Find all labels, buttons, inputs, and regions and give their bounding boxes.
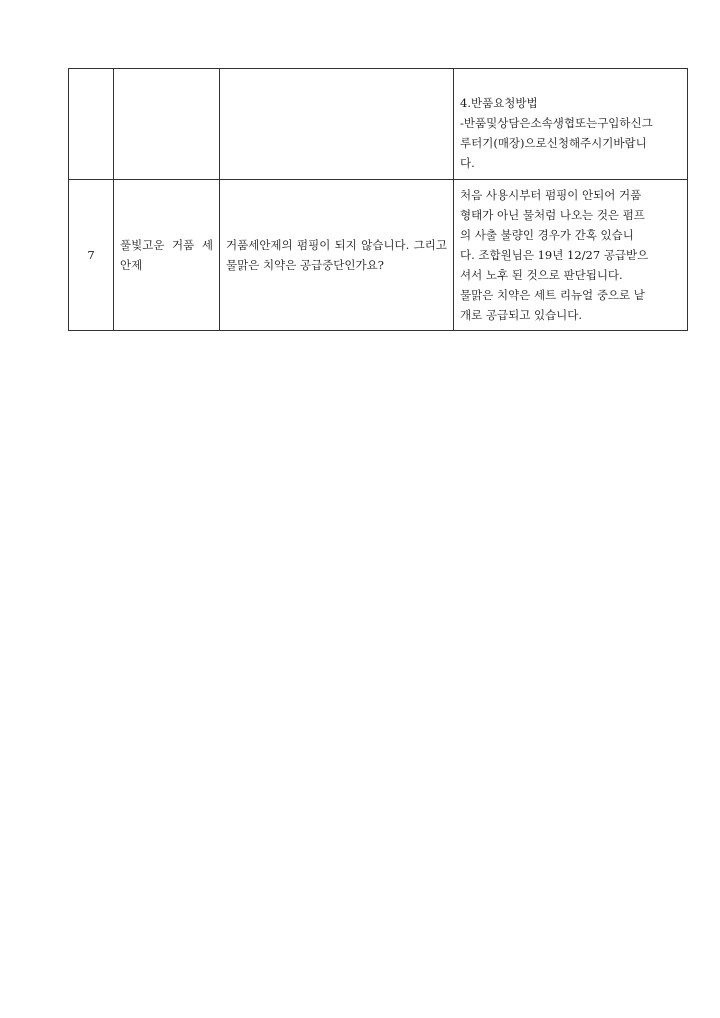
- question-cell: 거품세안제의 펌핑이 되지 않습니다. 그리고 물맑은 치약은 공급중단인가요?: [220, 180, 454, 331]
- answer-line: 루터기(매장)으로신청해주시기바랍니: [460, 136, 647, 150]
- table-row: [69, 69, 688, 180]
- answer-line: 의 사출 불량인 경우가 간혹 있습니: [460, 228, 634, 242]
- question-cell: [220, 69, 454, 180]
- answer-cell: [454, 180, 688, 331]
- answer-line: 물맑은 치약은 세트 리뉴얼 중으로 낱: [460, 288, 645, 302]
- answer-line: -반품및상담은소속생협또는구입하신그: [460, 116, 653, 130]
- row-number-cell: 7: [69, 180, 114, 331]
- answer-cell: [454, 69, 688, 180]
- qa-table: [68, 68, 688, 331]
- product-name-cell: [114, 69, 220, 180]
- answer-line: 개로 공급되고 있습니다.: [460, 308, 583, 322]
- answer-line: 다. 조합원님은 19년 12/27 공급받으: [460, 248, 649, 262]
- answer-line: 다.: [460, 156, 475, 170]
- table-row: [69, 180, 688, 331]
- product-name-cell: 풀빛고운 거품 세안제: [114, 180, 220, 331]
- answer-line: 형태가 아닌 물처럼 나오는 것은 펌프: [460, 208, 645, 222]
- answer-line: 처음 사용시부터 펌핑이 안되어 거품: [460, 188, 642, 202]
- answer-line: 4.반품요청방법: [460, 96, 538, 110]
- row-number-cell: [69, 69, 114, 180]
- answer-line: 셔서 노후 된 것으로 판단됩니다.: [460, 268, 623, 282]
